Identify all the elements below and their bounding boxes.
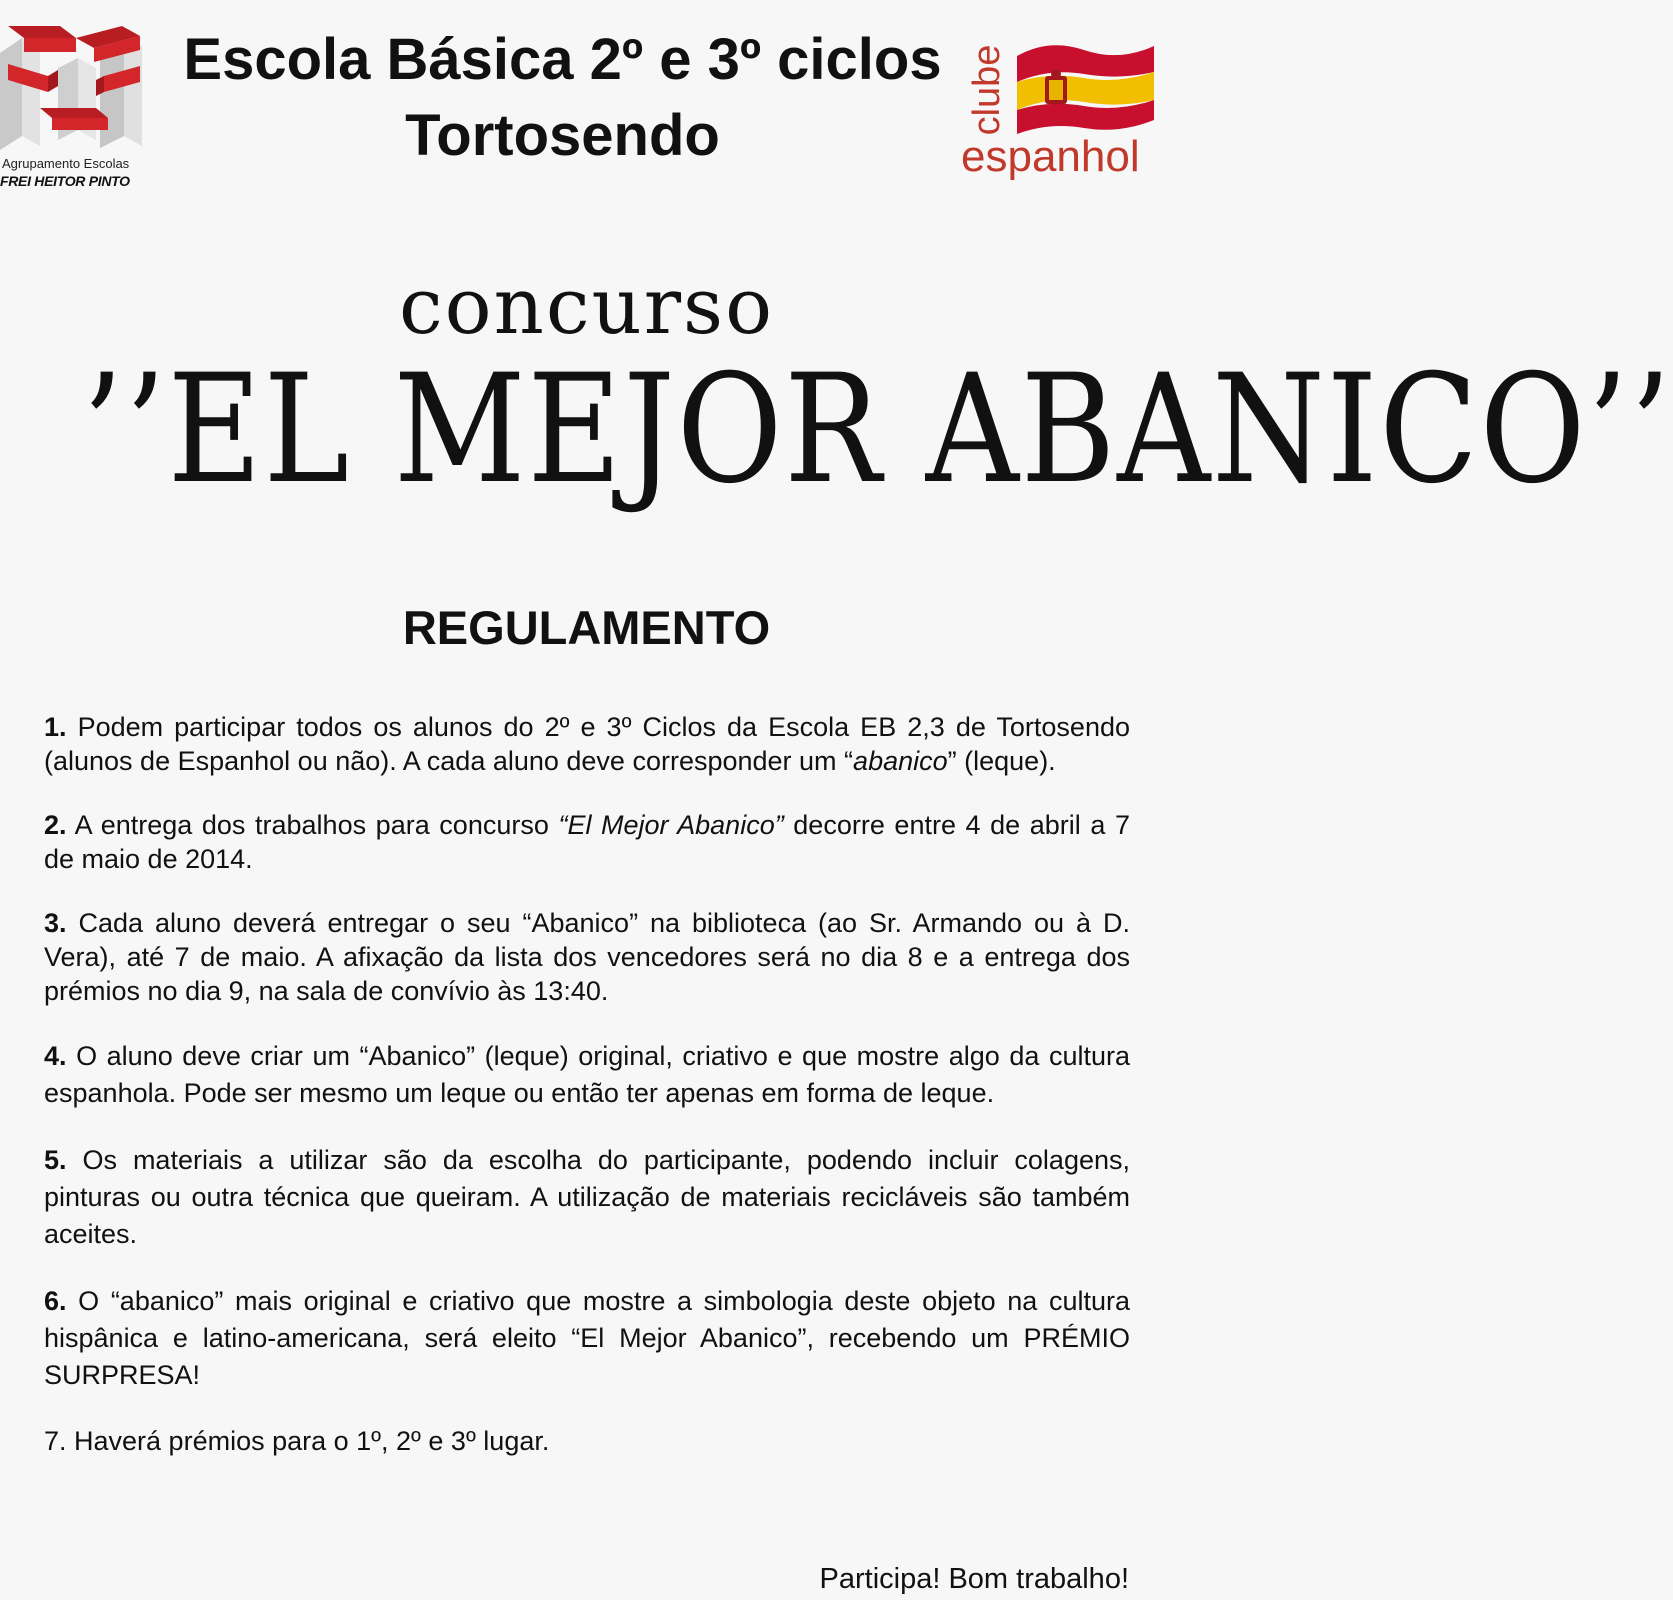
- rule-item: [44, 906, 1130, 1008]
- rule-text-italic: “El Mejor Abanico”: [558, 810, 784, 840]
- club-word-clube: clube: [965, 44, 1008, 136]
- rule-item: [44, 808, 1130, 876]
- rules-list: [44, 710, 1130, 1488]
- agrupamento-caption: Agrupamento Escolas: [2, 156, 130, 171]
- rule-item: [44, 1142, 1130, 1253]
- rule-item: [44, 1424, 1130, 1458]
- rule-text: Podem participar todos os alunos do 2º e 3º Ciclos da Escola EB 2,3 de Tortosendo (alunos de Espanhol ou não). A cada aluno deve corresponder um “: [44, 712, 1130, 776]
- agrupamento-name: FREI HEITOR PINTO: [0, 173, 130, 189]
- rule-text-italic: abanico: [853, 746, 948, 776]
- rule-item: [44, 1283, 1130, 1394]
- club-word-espanhol: espanhol: [961, 132, 1140, 181]
- school-title-line2: Tortosendo: [405, 103, 720, 168]
- closing-line: Participa! Bom trabalho!: [819, 1563, 1129, 1595]
- contest-title: ’’EL MEJOR ABANICO’’: [82, 343, 1673, 517]
- spain-flag-icon: [1009, 36, 1159, 136]
- school-title-line1: Escola Básica 2º e 3º ciclos: [183, 27, 942, 92]
- rule-number: 6.: [44, 1286, 67, 1316]
- rule-number: 1.: [44, 712, 67, 742]
- rule-text: 7. Haverá prémios para o 1º, 2º e 3º lugar.: [44, 1426, 550, 1456]
- rule-text: Cada aluno deverá entregar o seu “Abanico” na biblioteca (ao Sr. Armando ou à D. Vera), até 7 de maio. A afixação da lista dos vencedores será no dia 8 e a entrega dos prémios no dia 9, na sala de convívio às 13:40.: [44, 908, 1130, 1006]
- club-logo: [961, 28, 1161, 193]
- rule-text: decorre entre 4 de abril a 7 de maio de 2014.: [44, 810, 1131, 874]
- school-logo: [0, 18, 150, 193]
- rule-text: A entrega dos trabalhos para concurso: [66, 810, 559, 840]
- rule-item: [44, 710, 1130, 778]
- rule-number: 2.: [44, 810, 67, 840]
- rule-number: 3.: [44, 908, 67, 938]
- agrupamento-logo-icon: [0, 18, 150, 153]
- contest-kicker: concurso: [398, 262, 775, 352]
- rule-text: O aluno deve criar um “Abanico” (leque) original, criativo e que mostre algo da cultura espanhola. Pode ser mesmo um leque ou então ter apenas em forma de leque.: [44, 1041, 1130, 1108]
- rule-number: 5.: [44, 1145, 67, 1175]
- section-heading: REGULAMENTO: [402, 601, 771, 654]
- rule-text: ” (leque).: [947, 746, 1056, 776]
- rule-item: [44, 1038, 1130, 1112]
- rule-text: Os materiais a utilizar são da escolha do participante, podendo incluir colagens, pinturas ou outra técnica que queiram. A utilização de materiais recicláveis são também aceites.: [44, 1145, 1130, 1249]
- rule-text: O “abanico” mais original e criativo que mostre a simbologia deste objeto na cultura hispânica e latino-americana, será eleito “El Mejor Abanico”, recebendo um PRÉMIO SURPRESA!: [44, 1286, 1130, 1390]
- rule-number: 4.: [44, 1041, 67, 1071]
